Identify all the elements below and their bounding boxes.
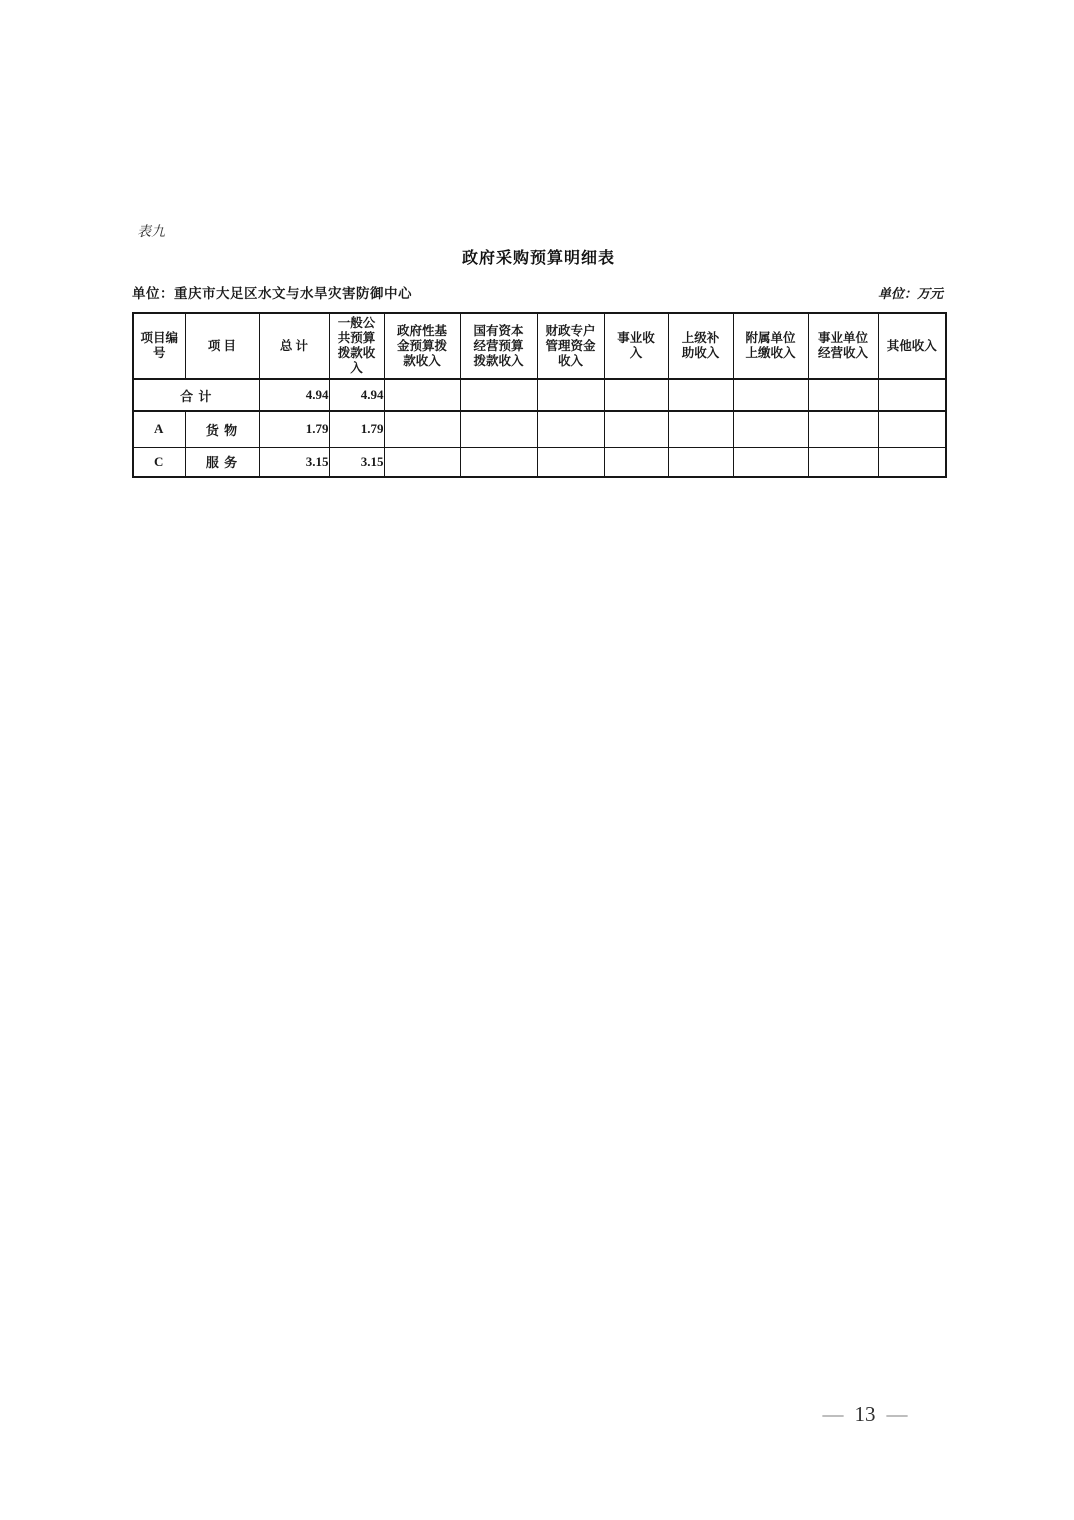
row-total-affiliated-remittance bbox=[733, 379, 808, 411]
col-header-fiscal-account-fund-income: 财政专户 管理资金 收入 bbox=[537, 313, 604, 379]
row-services-code: C bbox=[133, 447, 185, 477]
row-total-label: 合 计 bbox=[133, 379, 259, 411]
unit-row bbox=[132, 282, 945, 302]
row-total-institution-operating bbox=[808, 379, 878, 411]
table-row-services bbox=[133, 447, 946, 477]
row-total-operating-income bbox=[604, 379, 668, 411]
page-number-value: 13 bbox=[854, 1402, 876, 1426]
row-services-general-public-budget: 3.15 bbox=[329, 447, 384, 477]
row-services-govt-fund-budget bbox=[384, 447, 460, 477]
row-goods-institution-operating bbox=[808, 411, 878, 447]
row-services-institution-operating bbox=[808, 447, 878, 477]
row-services-other-income bbox=[878, 447, 946, 477]
row-goods-code: A bbox=[133, 411, 185, 447]
col-header-institution-operating-income: 事业单位 经营收入 bbox=[808, 313, 878, 379]
page-number-left-dash: — bbox=[822, 1402, 844, 1426]
procurement-budget-table bbox=[132, 312, 947, 478]
page-title: 政府采购预算明细表 bbox=[461, 250, 615, 267]
col-header-operating-income: 事业收 入 bbox=[604, 313, 668, 379]
row-total-fiscal-account-fund bbox=[537, 379, 604, 411]
row-goods-name: 货 物 bbox=[185, 411, 259, 447]
row-services-superior-subsidy bbox=[668, 447, 733, 477]
col-header-item-code: 项目编 号 bbox=[133, 313, 185, 379]
row-services-affiliated-remittance bbox=[733, 447, 808, 477]
table-header-row bbox=[133, 313, 946, 379]
col-header-govt-fund-budget-income: 政府性基 金预算拨 款收入 bbox=[384, 313, 460, 379]
row-goods-operating-income bbox=[604, 411, 668, 447]
row-goods-other-income bbox=[878, 411, 946, 447]
col-header-state-capital-budget-income: 国有资本 经营预算 拨款收入 bbox=[460, 313, 537, 379]
table-row-goods bbox=[133, 411, 946, 447]
table-row-total bbox=[133, 379, 946, 411]
row-total-general-public-budget: 4.94 bbox=[329, 379, 384, 411]
col-header-affiliated-remittance-income: 附属单位 上缴收入 bbox=[733, 313, 808, 379]
row-total-total: 4.94 bbox=[259, 379, 329, 411]
row-goods-total: 1.79 bbox=[259, 411, 329, 447]
col-header-total: 总 计 bbox=[259, 313, 329, 379]
row-total-state-capital-budget bbox=[460, 379, 537, 411]
row-services-state-capital-budget bbox=[460, 447, 537, 477]
col-header-item: 项 目 bbox=[185, 313, 259, 379]
row-services-operating-income bbox=[604, 447, 668, 477]
col-header-other-income: 其他收入 bbox=[878, 313, 946, 379]
row-goods-general-public-budget: 1.79 bbox=[329, 411, 384, 447]
row-services-fiscal-account-fund bbox=[537, 447, 604, 477]
row-goods-govt-fund-budget bbox=[384, 411, 460, 447]
row-total-govt-fund-budget bbox=[384, 379, 460, 411]
row-goods-superior-subsidy bbox=[668, 411, 733, 447]
row-goods-state-capital-budget bbox=[460, 411, 537, 447]
col-header-general-public-budget-income: 一般公 共预算 拨款收 入 bbox=[329, 313, 384, 379]
row-services-name: 服 务 bbox=[185, 447, 259, 477]
page-number bbox=[790, 1402, 940, 1427]
unit-currency-label: 单位：万元 bbox=[877, 286, 943, 301]
table-number-label: 表九 bbox=[137, 225, 165, 240]
row-total-superior-subsidy bbox=[668, 379, 733, 411]
page-number-right-dash: — bbox=[886, 1402, 908, 1426]
row-total-other-income bbox=[878, 379, 946, 411]
row-services-total: 3.15 bbox=[259, 447, 329, 477]
col-header-superior-subsidy-income: 上级补 助收入 bbox=[668, 313, 733, 379]
unit-name-label: 单位：重庆市大足区水文与水旱灾害防御中心 bbox=[132, 286, 412, 301]
row-goods-fiscal-account-fund bbox=[537, 411, 604, 447]
row-goods-affiliated-remittance bbox=[733, 411, 808, 447]
